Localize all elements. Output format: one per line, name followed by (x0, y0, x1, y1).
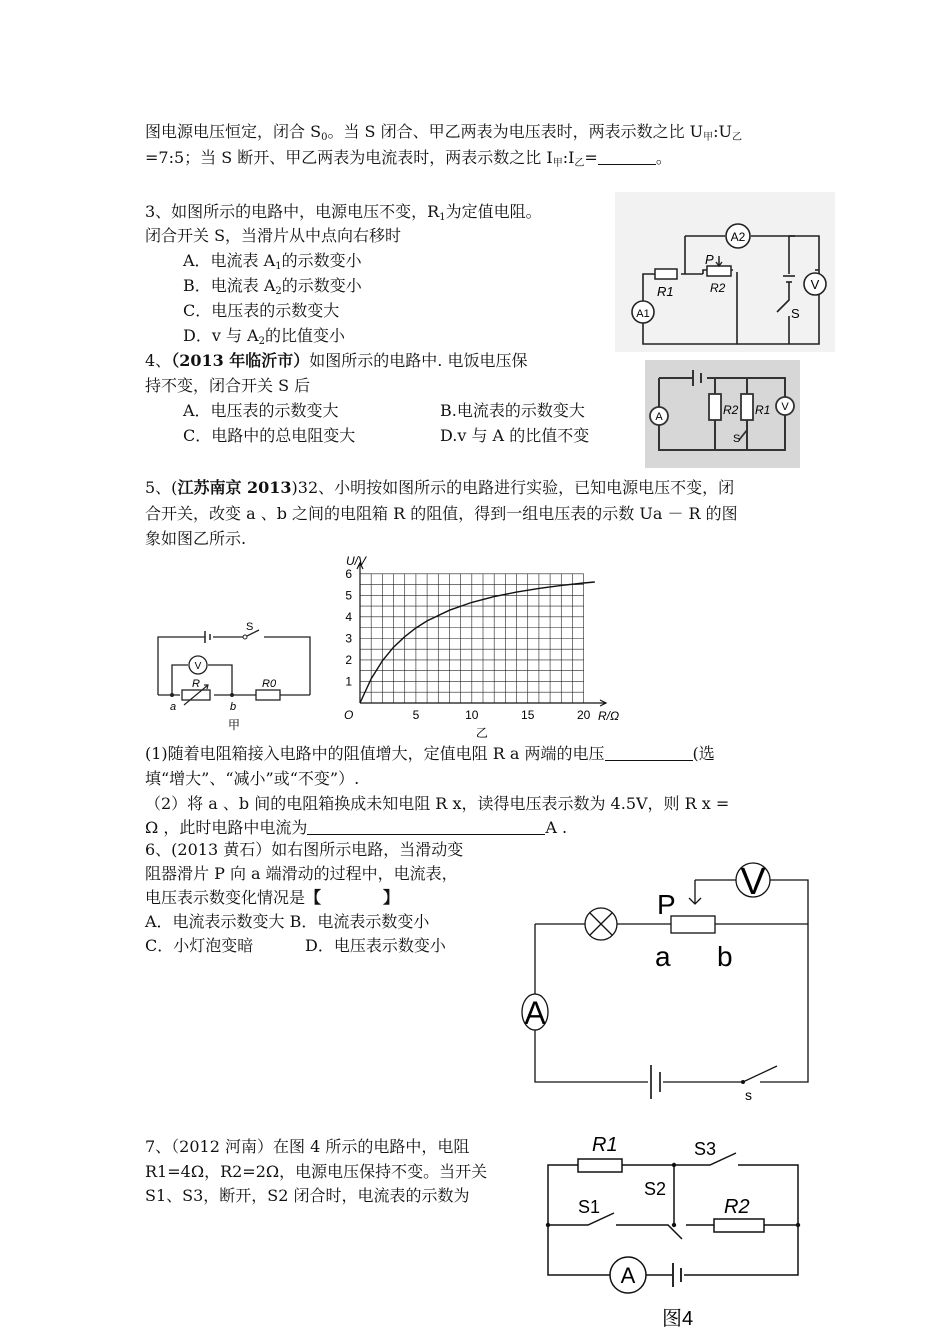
q3-option-a: A．电流表 $A_1$的示数变小 (183, 251, 362, 272)
q4-option-b: B.电流表的示数变大 (440, 401, 585, 420)
q4-option-d: D.v 与 A 的比值不变 (440, 426, 590, 445)
q7-line-3: S1、S3，断开，S2 闭合时，电流表的示数为 (145, 1186, 470, 1205)
chart-x-tick-label: 10 (465, 708, 479, 722)
chart-y-tick-label: 1 (345, 674, 352, 689)
q4-line-2: 持不变，闭合开关 S 后 (145, 376, 311, 395)
q4-option-a: A．电压表的示数变大 (183, 401, 339, 420)
q7-s2-label: S2 (644, 1179, 667, 1199)
q5-jia-caption: 甲 (228, 718, 241, 732)
q3-s-label: S (791, 306, 800, 321)
q5-v-label: V (194, 661, 202, 672)
chart-x-tick-label: 15 (521, 708, 535, 722)
q7-r2-resistor (714, 1219, 764, 1232)
q7-s3-label: S3 (694, 1139, 717, 1159)
q6-s-label: s (745, 1087, 752, 1103)
q5-s-label: S (246, 621, 254, 633)
q4-v-label: V (781, 401, 789, 413)
q5-r0-resistor (256, 690, 280, 700)
q7-a-label: A (620, 1263, 636, 1288)
q6-line-1: 6、(2013 黄石）如右图所示电路，当滑动变 (145, 840, 464, 859)
chart-y-tick-label: 4 (345, 609, 352, 624)
q4-line-1: 4、（2013 年临沂市）如图所示的电路中. 电饭电压保 (145, 351, 528, 370)
q7-line-2: R1=4Ω，R2=2Ω，电源电压保持不变。当开关 (145, 1162, 488, 1181)
q5-sub1-line-2: 填“增大”、“减小”或“不变”）. (145, 769, 360, 788)
q3-circuit-figure (615, 192, 835, 352)
q4-circuit-figure (645, 360, 800, 468)
chart-x-tick-label: 20 (576, 708, 591, 722)
q5-b-label: b (230, 701, 237, 713)
q6-circuit-figure (515, 860, 820, 1110)
q4-r2-label: R2 (723, 403, 739, 417)
q7-circuit-figure (540, 1125, 810, 1335)
q5-line-1: 5、(江苏南京 2013)32、小明按如图所示的电路进行实验，已知电源电压不变，闭 (145, 478, 735, 497)
q7-r2-label: R2 (724, 1196, 750, 1218)
q3-option-b: B．电流表 $A_2$的示数变小 (183, 276, 362, 297)
chart-caption: 乙 (475, 726, 488, 740)
q4-s-label: S (733, 433, 741, 445)
q5-line-2: 合开关，改变 a 、b 之间的电阻箱 R 的阻值，得到一组电压表的示数 Ua － R 的图 (145, 504, 738, 523)
q3-p-label: P (705, 252, 714, 267)
q7-r1-label: R1 (592, 1134, 618, 1156)
q5-sub2-line-2: Ω ，此时电路中电流为 A . (145, 818, 568, 837)
q5-r0-label: R0 (262, 678, 277, 690)
q5-circuit-jia (150, 615, 320, 735)
q6-option-c: C．小灯泡变暗 (145, 936, 254, 955)
q3-option-c: C．电压表的示数变大 (183, 301, 340, 320)
q7-s1-label: S1 (578, 1197, 601, 1217)
q6-b-end-label: b (717, 941, 733, 972)
chart-origin-label: O (344, 708, 354, 722)
q5-chart-yi (320, 545, 645, 740)
q6-rheostat (671, 916, 715, 933)
answer-blank (598, 146, 656, 165)
q7-r1-resistor (578, 1159, 622, 1172)
intro-line-2: =7:5；当 S 断开、甲乙两表为电流表时，两表示数之比 $I_甲:I_乙=$ 。 (145, 148, 672, 169)
q5-blank-2 (307, 816, 545, 835)
q4-a-label: A (655, 411, 663, 423)
chart-grid (360, 574, 584, 703)
q4-r1-resistor (741, 394, 753, 420)
chart-series-line (360, 582, 595, 703)
q5-r-label: R (192, 678, 200, 690)
q3-v-label: V (810, 277, 820, 292)
q3-a2-label: A2 (730, 230, 746, 244)
q5-a-label: a (170, 701, 177, 713)
q4-r2-resistor (709, 394, 721, 420)
q5-sub1-line-1: (1)随着电阻箱接入电路中的阻值增大，定值电阻 R a 两端的电压 (选 (145, 744, 715, 763)
q5-sub2-line-1: （2）将 a 、b 间的电阻箱换成未知电阻 R x，读得电压表示数为 4.5V，则 R x = (145, 794, 730, 813)
q3-r2-rheostat (707, 266, 731, 276)
q4-option-c: C．电路中的总电阻变大 (183, 426, 356, 445)
q3-a1-label: A1 (636, 308, 650, 320)
intro-line-1: 图电源电压恒定，闭合 $S_0$。当 S 闭合、甲乙两表为电压表时，两表示数之比 $U_甲:U_乙$ (145, 122, 743, 143)
q6-option-d: D．电压表示数变小 (305, 936, 446, 955)
chart-y-tick-label: 2 (345, 652, 352, 667)
q6-p-label: P (657, 889, 676, 920)
q6-a-end-label: a (655, 941, 671, 972)
q6-line-2: 阻器滑片 P 向 a 端滑动的过程中，电流表， (145, 864, 458, 883)
chart-y-tick-label: 3 (345, 631, 352, 646)
chart-y-tick-label: 5 (345, 588, 352, 603)
q5-blank-1 (605, 742, 693, 761)
chart-x-tick-label: 5 (412, 708, 420, 722)
q3-line-2: 闭合开关 S，当滑片从中点向右移时 (145, 226, 402, 245)
q7-line-1: 7、（2012 河南）在图 4 所示的电路中，电阻 (145, 1137, 470, 1156)
q3-option-d: D．v 与 $A_2$的比值变小 (183, 326, 345, 347)
chart-y-tick-label: 6 (345, 566, 352, 581)
chart-x-label: R/Ω (598, 709, 620, 723)
q5-line-3: 象如图乙所示. (145, 529, 247, 548)
q6-ammeter-label: A (524, 995, 546, 1031)
q3-r2-label: R2 (710, 281, 726, 295)
q6-line-3: 电压表示数变化情况是【 】 (145, 888, 400, 907)
q6-option-ab: A．电流表示数变大 B．电流表示数变小 (145, 912, 430, 931)
q3-r1-label: R1 (657, 284, 674, 299)
q6-v-label: V (740, 861, 766, 903)
q4-r1-label: R1 (755, 403, 771, 417)
q3-line-1: 3、如图所示的电路中，电源电压不变，$R_1$为定值电阻。 (145, 202, 542, 223)
chart-y-label: U/V (346, 554, 367, 568)
q3-r1-resistor (655, 269, 677, 279)
q7-figure-caption: 图4 (662, 1308, 694, 1330)
